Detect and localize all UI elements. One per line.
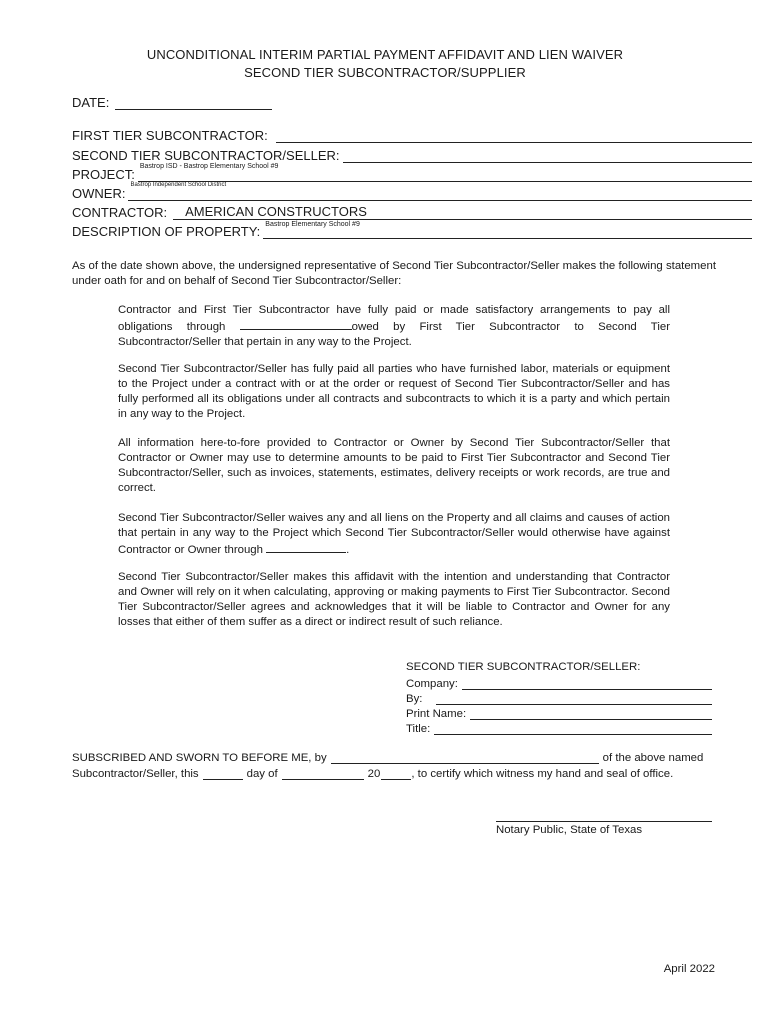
day-field[interactable] bbox=[203, 767, 243, 780]
second-tier-row bbox=[72, 145, 752, 163]
notary-signature-line[interactable] bbox=[496, 821, 712, 822]
title-field[interactable] bbox=[434, 722, 712, 735]
property-label: DESCRIPTION OF PROPERTY: bbox=[72, 224, 261, 239]
company-row bbox=[406, 675, 712, 690]
print-name-row bbox=[406, 705, 712, 720]
print-name-label: Print Name: bbox=[406, 708, 467, 720]
paragraph-2: Second Tier Subcontractor/Seller has fully paid all parties who have furnished labor, materials or equipment to the Project under a contract with or at the order or request of Second Tier Subcontractor/Seller and has fully performed all its obligations under all contracts and subcontracts to which it is a party and which pertain in any way to the Project. bbox=[118, 363, 670, 420]
project-value: Bastrop ISD - Bastrop Elementary School #9 bbox=[139, 163, 279, 170]
sworn-date-row bbox=[72, 765, 716, 780]
signature-heading: SECOND TIER SUBCONTRACTOR/SELLER: bbox=[406, 661, 641, 673]
by-field[interactable] bbox=[436, 692, 712, 705]
company-label: Company: bbox=[406, 678, 458, 690]
owner-row bbox=[72, 183, 752, 201]
property-field[interactable] bbox=[263, 223, 752, 239]
date-field[interactable] bbox=[115, 94, 272, 110]
document-title-line2: SECOND TIER SUBCONTRACTOR/SUPPLIER bbox=[244, 65, 526, 80]
title-label: Title: bbox=[406, 723, 431, 735]
paragraph-4-part-a: Second Tier Subcontractor/Seller waives any and all liens on the Property and all claims and causes of action that pertain in any way to the Project which Second Tier Subcontractor/Seller would otherwise have against Contractor or Owner through bbox=[118, 512, 670, 556]
paragraph-4-part-b: . bbox=[346, 543, 350, 556]
paragraph-4 bbox=[118, 511, 670, 558]
date-label: DATE: bbox=[72, 95, 110, 110]
paragraph-1-part-b: owed by First Tier Subcontractor to Second Tier Subcontractor/Seller that pertain in any way to the Project. bbox=[118, 320, 670, 348]
intro-paragraph: As of the date shown above, the undersigned representative of Second Tier Subcontractor/Seller makes the following statement under oath for and on behalf of Second Tier Subcontractor/Seller: bbox=[72, 260, 716, 287]
month-field[interactable] bbox=[282, 767, 364, 780]
contractor-row bbox=[72, 202, 752, 220]
owner-value: Bastrop Independent School District bbox=[130, 182, 227, 188]
by-row bbox=[406, 690, 712, 705]
project-row bbox=[72, 164, 752, 182]
sworn-date-text-d: , to certify which witness my hand and seal of office. bbox=[411, 768, 674, 780]
year-field[interactable] bbox=[381, 767, 411, 780]
paragraph-3: All information here-to-fore provided to Contractor or Owner by Second Tier Subcontractor/Seller that Contractor or Owner may use to determine amounts to be paid to First Tier Subcontractor and Second Tier Subcontractor/Seller, such as invoices, statements, estimates, delivery receipts or work records, are true and correct. bbox=[118, 437, 670, 494]
sworn-text-b: of the above named bbox=[602, 752, 704, 764]
project-label: PROJECT: bbox=[72, 167, 135, 182]
paid-through-date-field[interactable] bbox=[240, 318, 352, 330]
first-tier-row bbox=[72, 125, 752, 143]
revision-date: April 2022 bbox=[663, 963, 715, 975]
first-tier-field[interactable] bbox=[276, 127, 752, 143]
sworn-date-text-b: day of bbox=[246, 768, 278, 780]
owner-field[interactable] bbox=[128, 182, 752, 201]
title-row bbox=[406, 720, 712, 735]
contractor-field[interactable] bbox=[173, 204, 752, 220]
document-title-line1: UNCONDITIONAL INTERIM PARTIAL PAYMENT AFFIDAVIT AND LIEN WAIVER bbox=[146, 47, 624, 62]
paragraph-1 bbox=[118, 303, 670, 350]
sworn-row bbox=[72, 749, 716, 764]
sworn-date-text-a: Subcontractor/Seller, this bbox=[72, 768, 199, 780]
sworn-by-field[interactable] bbox=[331, 751, 599, 764]
date-row bbox=[72, 92, 272, 110]
property-value: Bastrop Elementary School #9 bbox=[265, 221, 360, 228]
second-tier-label: SECOND TIER SUBCONTRACTOR/SELLER: bbox=[72, 148, 340, 163]
project-field[interactable] bbox=[138, 163, 752, 182]
first-tier-label: FIRST TIER SUBCONTRACTOR: bbox=[72, 128, 268, 143]
contractor-value: AMERICAN CONSTRUCTORS bbox=[185, 204, 367, 219]
waiver-through-date-field[interactable] bbox=[266, 541, 346, 553]
second-tier-field[interactable] bbox=[343, 147, 752, 163]
by-label: By: bbox=[406, 693, 423, 705]
sworn-date-text-c: 20 bbox=[367, 768, 381, 780]
company-field[interactable] bbox=[462, 677, 712, 690]
print-name-field[interactable] bbox=[470, 707, 712, 720]
sworn-text-a: SUBSCRIBED AND SWORN TO BEFORE ME, by bbox=[72, 752, 327, 764]
notary-label: Notary Public, State of Texas bbox=[496, 824, 643, 836]
paragraph-1-part-a: Contractor and First Tier Subcontractor have fully paid or made satisfactory arrangements to pay all obligations through bbox=[118, 304, 670, 333]
paragraph-5: Second Tier Subcontractor/Seller makes this affidavit with the intention and understanding that Contractor and Owner will rely on it when calculating, approving or making payments to First Tier Subcontractor. Second Tier Subcontractor/Seller agrees and acknowledges that it will be liable to Contractor and Owner for any losses that either of them suffer as a direct or indirect result of such reliance. bbox=[118, 571, 670, 628]
property-row bbox=[72, 221, 752, 239]
contractor-label: CONTRACTOR: bbox=[72, 205, 168, 220]
signature-heading-row bbox=[406, 658, 712, 673]
owner-label: OWNER: bbox=[72, 186, 126, 201]
